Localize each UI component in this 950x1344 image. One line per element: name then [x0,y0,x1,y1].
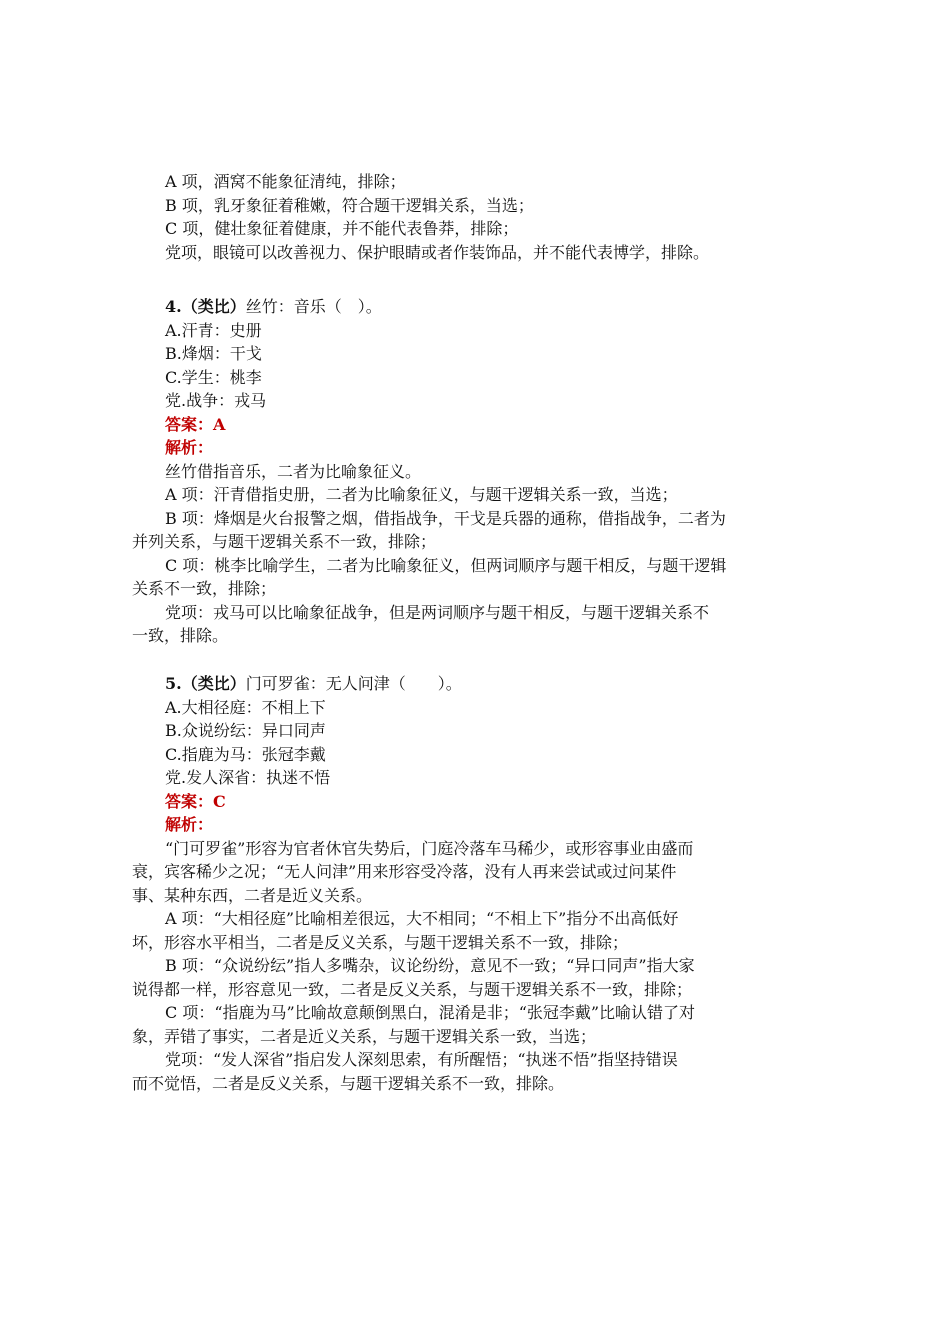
question-4-option-d: 党.战争：戎马 [165,391,267,410]
question-5-analysis-line: C 项：“指鹿为马”比喻故意颠倒黑白，混淆是非；“张冠李戴”比喻认错了对 [165,1003,696,1022]
question-5-analysis-line: B 项：“众说纷纭”指人多嘴杂，议论纷纷，意见不一致；“异口同声”指大家 [165,956,695,975]
question-5-stem: 门可罗雀：无人问津（ ）。 [245,674,462,693]
prev-analysis-line: B 项，乳牙象征着稚嫩，符合题干逻辑关系，当选； [165,195,534,215]
prev-analysis-line: 党项，眼镜可以改善视力、保护眼睛或者作装饰品，并不能代表博学，排除。 [165,242,710,262]
question-5-analysis-line: 衰，宾客稀少之况；“无人问津”用来形容受冷落，没有人再来尝试或过问某件 [132,862,677,881]
prev-analysis-line: A 项，酒窝不能象征清纯，排除； [165,172,406,191]
question-5-number: 5.（类比） [165,674,246,693]
question-5 [132,672,832,1095]
question-5-title [132,672,832,696]
question-4-analysis-label: 解析： [165,438,214,457]
question-4-number: 4.（类比） [165,297,246,316]
question-4-analysis-line: C 项：桃李比喻学生，二者为比喻象征义，但两词顺序与题干相反，与题干逻辑 [165,555,727,575]
question-5-analysis-line: 象，弄错了事实，二者是近义关系，与题干逻辑关系一致，当选； [132,1026,597,1046]
question-5-analysis-line: 坏，形容水平相当，二者是反义关系，与题干逻辑关系不一致，排除； [132,932,629,952]
question-4-answer: 答案：A [165,414,226,434]
question-5-analysis-line: 事、某种东西，二者是近义关系。 [132,885,373,905]
question-5-analysis-line: 而不觉悟，二者是反义关系，与题干逻辑关系不一致，排除。 [132,1073,565,1093]
question-5-option-c: C.指鹿为马：张冠李戴 [165,744,326,764]
question-4-analysis-line: 党项：戎马可以比喻象征战争，但是两词顺序与题干相反，与题干逻辑关系不 [165,602,710,622]
question-4-title [132,295,832,319]
question-4-option-b: B.烽烟：干戈 [165,344,262,363]
question-5-option-d: 党.发人深省：执迷不悟 [165,768,331,787]
question-4-analysis-line: 一致，排除。 [132,626,229,645]
question-4-analysis-line: A 项：汗青借指史册，二者为比喻象征义，与题干逻辑关系一致，当选； [165,485,678,504]
question-4-analysis-line: 并列关系，与题干逻辑关系不一致，排除； [132,532,437,551]
question-4 [132,295,832,648]
question-5-analysis-line: 党项：“发人深省”指启发人深刻思索，有所醒悟；“执迷不悟”指坚持错误 [165,1050,678,1069]
question-4-option-c: C.学生：桃李 [165,367,262,387]
question-5-analysis-label: 解析： [165,815,214,834]
question-5-analysis-line: 说得都一样，形容意见一致，二者是反义关系，与题干逻辑关系不一致，排除； [132,979,693,999]
question-5-analysis-line: “门可罗雀”形容为官者休官失势后，门庭冷落车马稀少，或形容事业由盛而 [165,838,694,858]
question-4-option-a: A.汗青：史册 [165,320,262,340]
question-5-option-b: B.众说纷纭：异口同声 [165,721,326,740]
prev-analysis-line: C 项，健壮象征着健康，并不能代表鲁莽，排除； [165,219,519,238]
question-5-answer: 答案：C [165,791,226,811]
prev-question-analysis [132,170,832,264]
question-5-analysis-line: A 项：“大相径庭”比喻相差很远，大不相同；“不相上下”指分不出高低好 [165,909,679,928]
question-5-option-a: A.大相径庭：不相上下 [165,697,326,717]
question-4-stem: 丝竹：音乐（ ）。 [245,297,382,316]
question-4-analysis-line: B 项：烽烟是火台报警之烟，借指战争，干戈是兵器的通称，借指战争，二者为 [165,508,726,528]
question-4-analysis-line: 丝竹借指音乐，二者为比喻象征义。 [165,461,422,481]
question-4-analysis-line: 关系不一致，排除； [132,579,277,598]
